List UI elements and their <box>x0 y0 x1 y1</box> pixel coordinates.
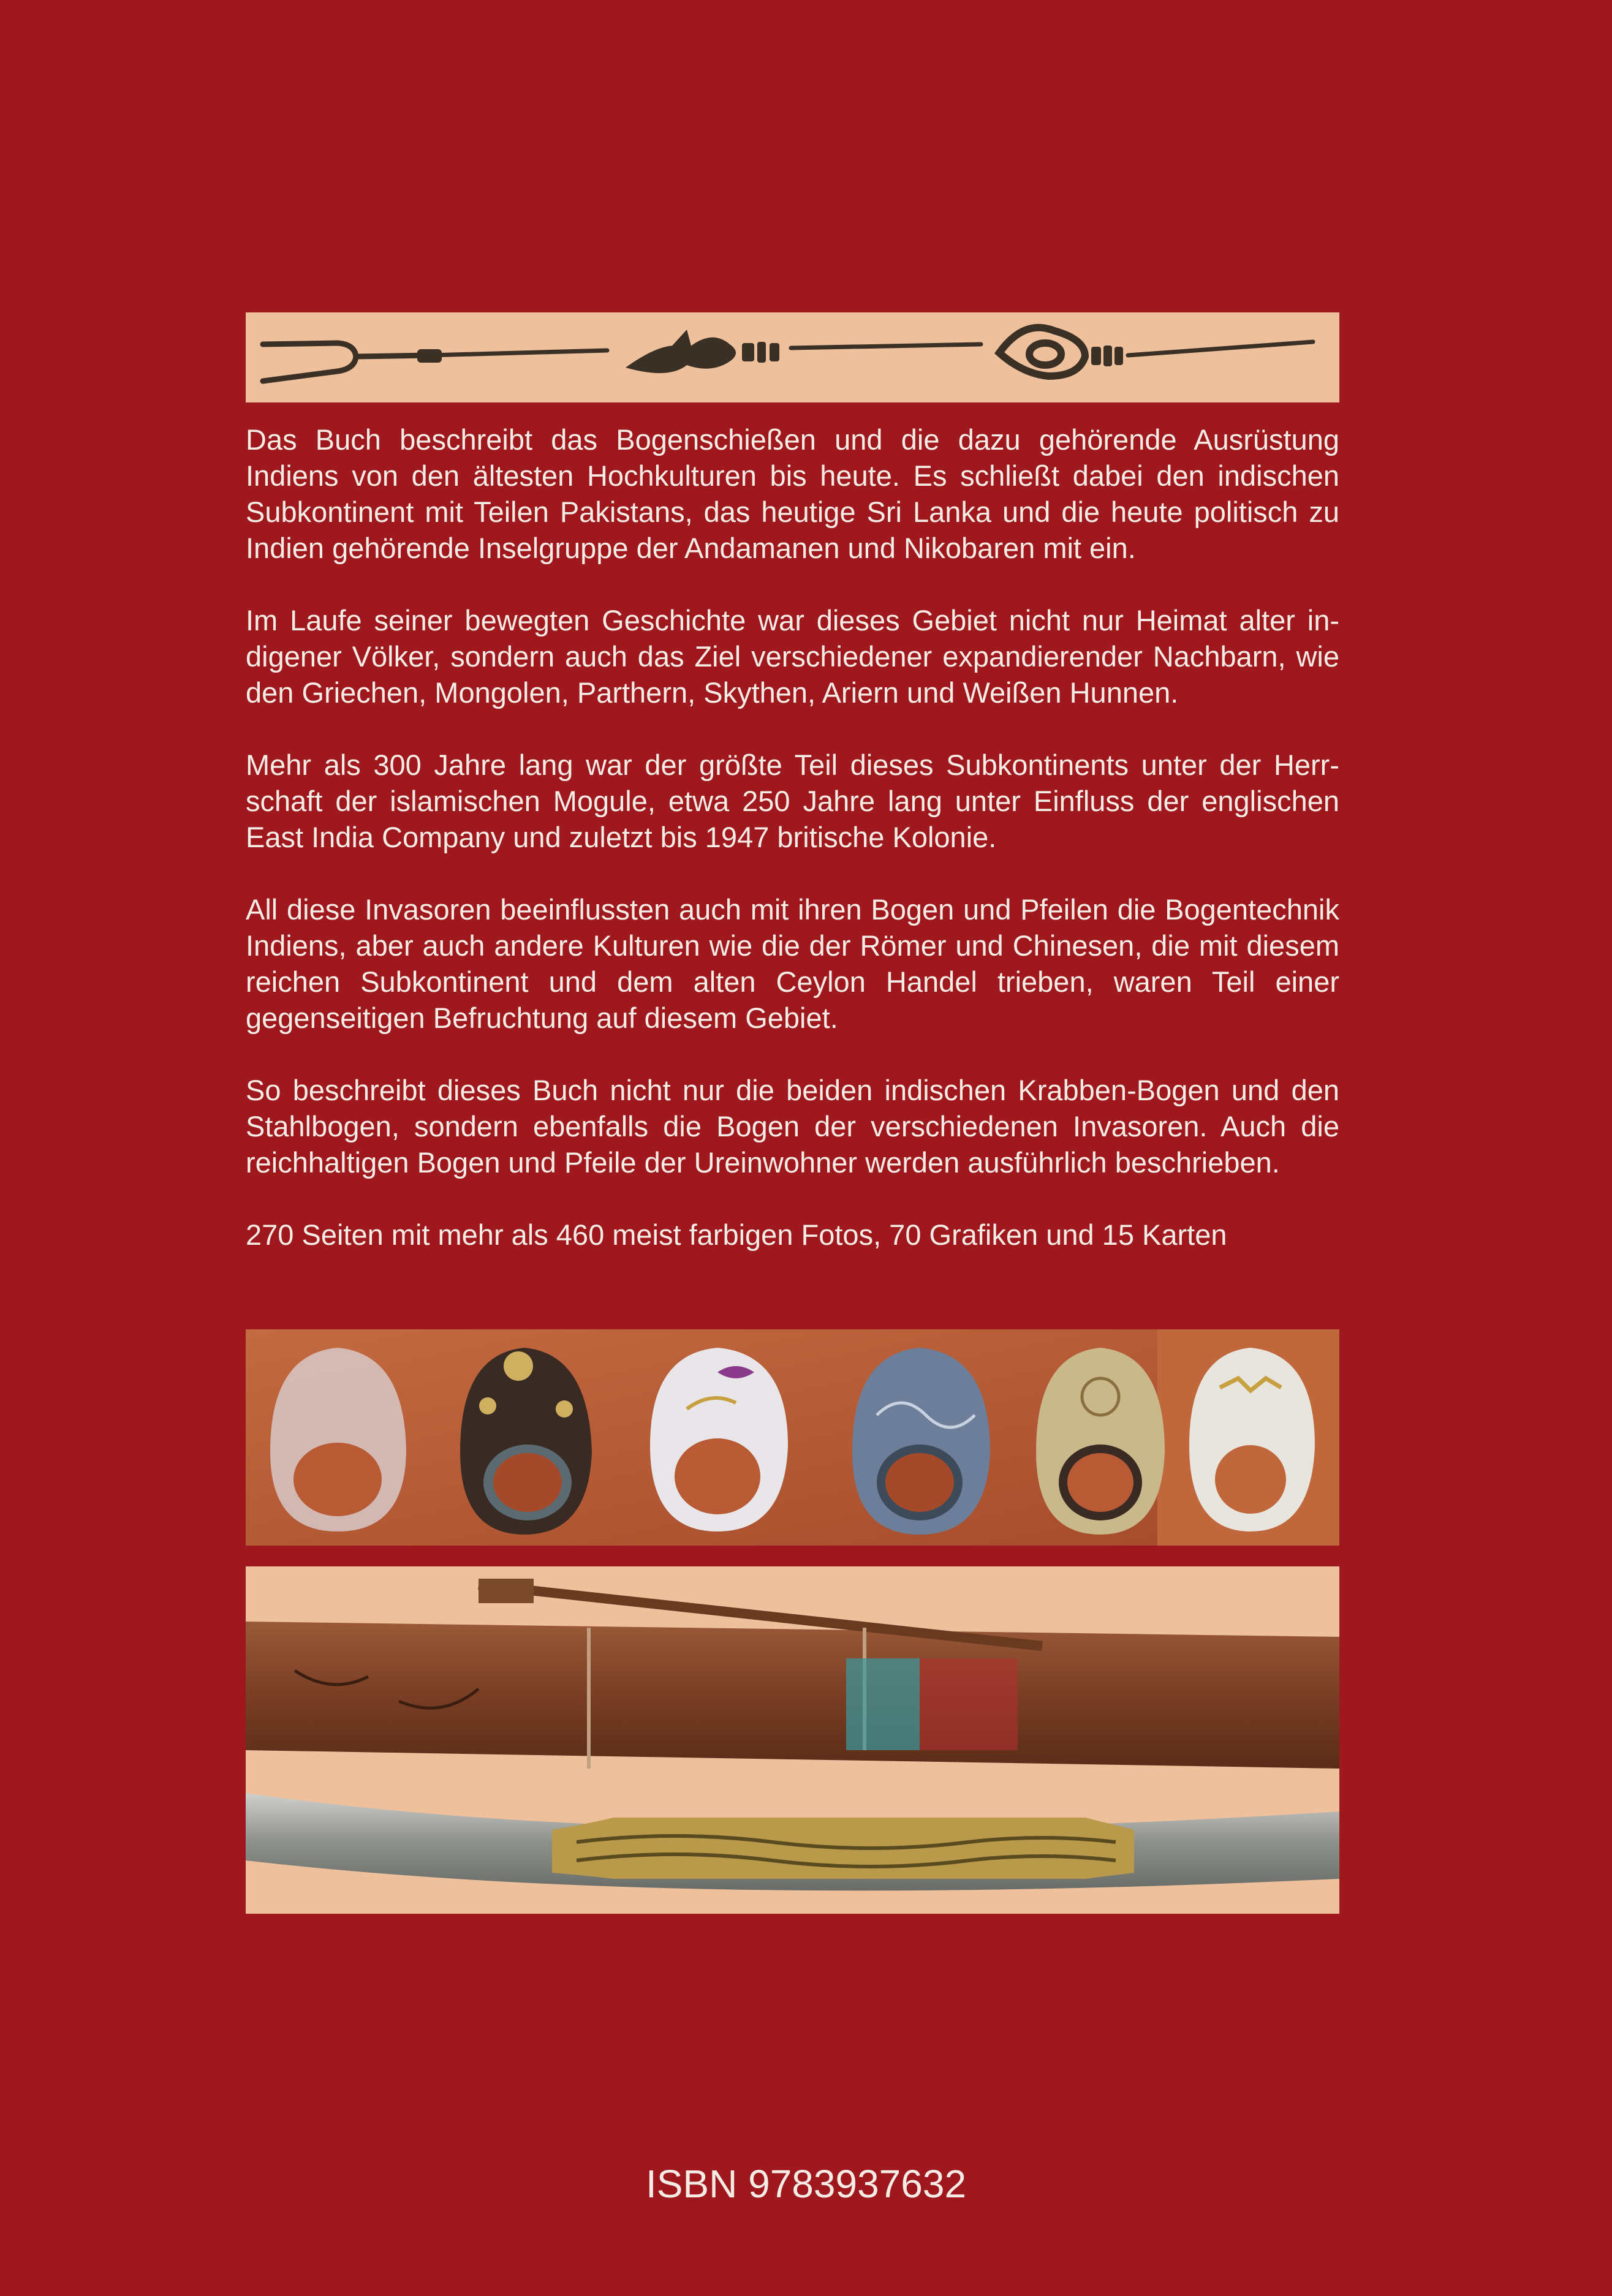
blurb-paragraph: Mehr als 300 Jahre lang war der größte Teil dieses Subkontinents unter der Herrschaft der islamischen Mogule, etwa 250 Jahre lang unter Einfluss der englischen East India Company und zuletzt bis 1947 britische Kolonie. <box>246 749 1339 853</box>
arrowheads-photo <box>246 312 1339 402</box>
thumb-rings-photo <box>246 1329 1339 1546</box>
page-count-note: 270 Seiten mit mehr als 460 meist farbigen Fotos, 70 Grafiken und 15 Karten <box>246 1218 1227 1251</box>
isbn: ISBN 9783937632 <box>645 2162 967 2206</box>
blurb-paragraph: All diese Invasoren beeinflussten auch mit ihren Bogen und Pfeilen die Bogentechnik Indiens, aber auch andere Kulturen wie die der Römer und Chinesen, die mit diesem reichen Subkontinent und dem alten Ceylon Handel trieben, waren Teil einer gegenseitigen Befruchtung auf diesem Gebiet. <box>246 893 1339 1034</box>
blurb <box>246 421 1339 1253</box>
blurb-paragraph: So beschreibt dieses Buch nicht nur die beiden indischen Krabben-Bogen und den Stahlbogen, sondern ebenfalls die Bogen der verschiedenen Invasoren. Auch die reichhaltigen Bogen und Pfeile der Ureinwohner werden ausführlich beschrieben. <box>246 1074 1339 1179</box>
blurb-paragraph: Im Laufe seiner bewegten Geschichte war dieses Gebiet nicht nur Heimat alter indigener Völker, sondern auch das Ziel verschiedener expandierender Nachbarn, wie den Griechen, Mongolen, Parthern, Skythen, Ariern und Weißen Hunnen. <box>246 604 1339 709</box>
blurb-paragraph: Das Buch beschreibt das Bogenschießen und die dazu gehörende Ausrüstung Indiens von den ältesten Hochkulturen bis heute. Es schließt dabei den indischen Subkontinent mit Teilen Pakistans, das heutige Sri Lanka und die heute politisch zu Indien gehörende Inselgruppe der Andamanen und Nikobaren mit ein. <box>246 423 1339 564</box>
bows-photo <box>246 1566 1339 1914</box>
